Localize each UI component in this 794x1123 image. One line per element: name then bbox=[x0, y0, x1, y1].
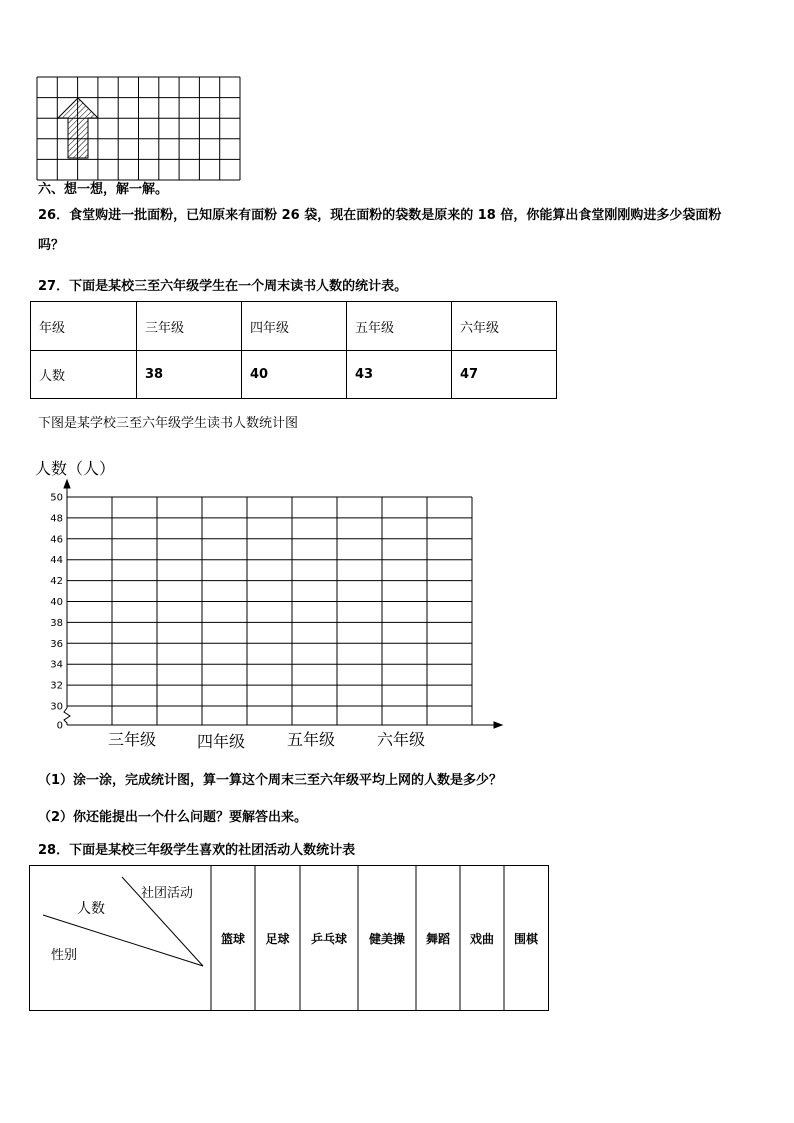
chart-axis-break bbox=[64, 708, 70, 725]
chart-tick-label: 46 bbox=[50, 534, 63, 546]
club-activity-table bbox=[29, 865, 551, 1013]
q28-intro: 28．下面是某校三年级学生喜欢的社团活动人数统计表 bbox=[38, 843, 356, 858]
table-grade-cell: 六年级 bbox=[452, 302, 557, 351]
chart-category-label: 三年级 bbox=[108, 730, 157, 749]
chart-tick-label: 32 bbox=[50, 680, 63, 692]
chart-tick-label: 36 bbox=[50, 638, 63, 650]
table-grade-cell: 四年级 bbox=[242, 302, 347, 351]
table-count-cell: 47 bbox=[452, 351, 557, 399]
chart-tick-label: 38 bbox=[50, 617, 63, 629]
activity-header: 戏曲 bbox=[469, 932, 495, 946]
table-count-cell: 43 bbox=[347, 351, 452, 399]
chart-tick-label: 50 bbox=[50, 492, 63, 504]
q27-sub1: （1）涂一涂，完成统计图，算一算这个周末三至六年级平均上网的人数是多少？ bbox=[38, 773, 503, 788]
q27-sub2: （2）你还能提出一个什么问题？要解答出来。 bbox=[38, 810, 308, 825]
chart-category-label: 五年级 bbox=[287, 730, 336, 749]
chart-tick-label: 48 bbox=[50, 513, 63, 525]
q26-line2: 吗？ bbox=[38, 238, 65, 253]
activity-header: 乒乓球 bbox=[310, 932, 348, 946]
activity-header: 舞蹈 bbox=[425, 932, 451, 946]
chart-tick-label: 42 bbox=[50, 576, 63, 588]
table-grade-cell: 五年级 bbox=[347, 302, 452, 351]
table-grade-cell: 三年级 bbox=[137, 302, 242, 351]
activity-header: 健美操 bbox=[368, 932, 406, 946]
corner-label-count: 人数 bbox=[77, 901, 105, 917]
table-count-cell: 40 bbox=[242, 351, 347, 399]
table-row-label: 人数 bbox=[31, 351, 137, 399]
section-six-title: 六、想一想，解一解。 bbox=[38, 182, 169, 197]
chart-tick-label: 0 bbox=[56, 720, 63, 732]
reading-count-table bbox=[30, 301, 557, 399]
table-count-cell: 38 bbox=[137, 351, 242, 399]
chart-y-arrow bbox=[64, 480, 70, 488]
chart-category-label: 六年级 bbox=[377, 730, 426, 749]
chart-x-arrow bbox=[494, 722, 502, 728]
corner-label-gender: 性别 bbox=[51, 948, 78, 963]
activity-header: 围棋 bbox=[513, 932, 539, 946]
q26-line1: 26．食堂购进一批面粉，已知原来有面粉 26 袋，现在面粉的袋数是原来的 18 倍，你能算出食堂刚刚购进多少袋面粉 bbox=[38, 208, 722, 223]
table-header-label: 年级 bbox=[31, 302, 137, 351]
arrow-shape bbox=[58, 98, 98, 158]
chart-tick-label: 44 bbox=[50, 555, 63, 567]
chart-tick-label: 30 bbox=[50, 701, 63, 713]
chart-tick-label: 40 bbox=[50, 597, 63, 608]
q27-intro: 27．下面是某校三至六年级学生在一个周末读书人数的统计表。 bbox=[38, 279, 408, 294]
activity-header: 足球 bbox=[265, 932, 290, 946]
activity-header: 篮球 bbox=[220, 932, 246, 946]
chart-tick-label: 34 bbox=[50, 659, 63, 671]
chart-category-label: 四年级 bbox=[197, 732, 246, 751]
grid-figure bbox=[36, 76, 244, 181]
reading-bar-chart bbox=[30, 452, 510, 757]
chart-caption: 下图是某学校三至六年级学生读书人数统计图 bbox=[38, 416, 299, 431]
chart-y-axis-title: 人数（人） bbox=[35, 459, 116, 478]
corner-label-activity: 社团活动 bbox=[141, 886, 194, 901]
